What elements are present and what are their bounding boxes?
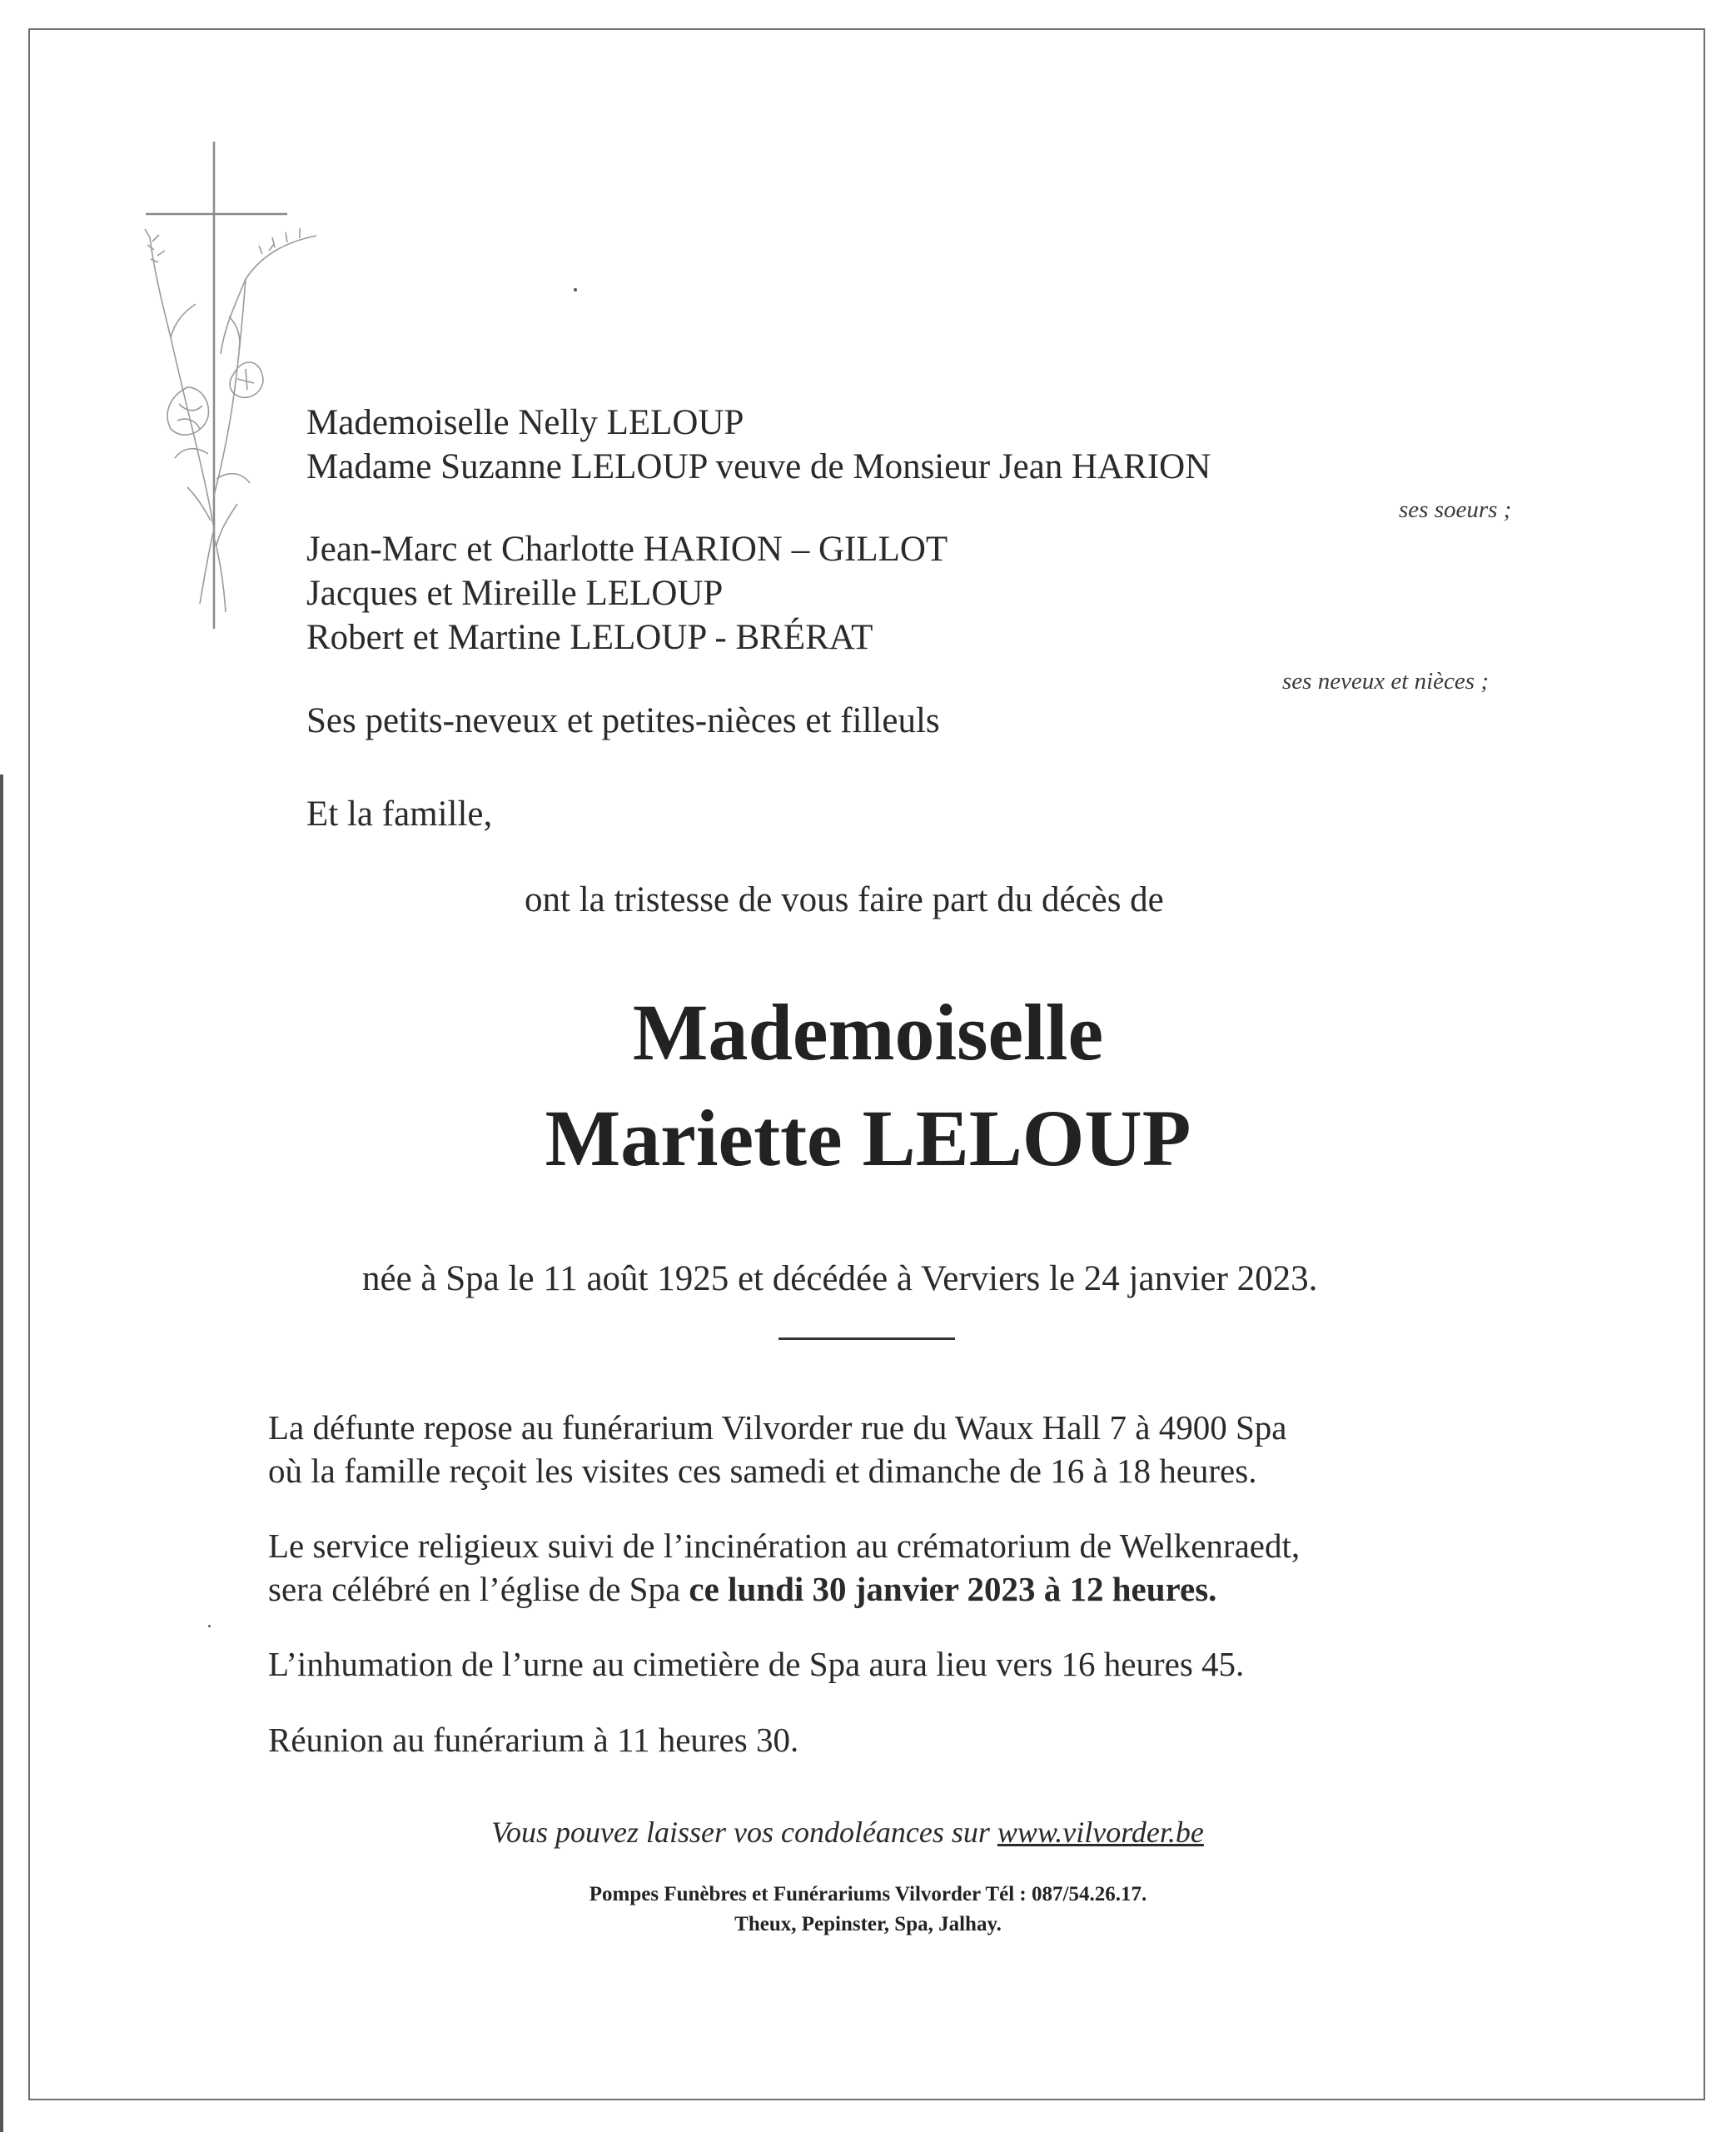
details-p2-line1: Le service religieux suivi de l’incinération au crématorium de Welkenraedt, xyxy=(268,1527,1301,1565)
condolences xyxy=(491,1814,1204,1851)
details-p2-line2 xyxy=(268,1567,1216,1611)
deceased-name: Mariette LELOUP xyxy=(545,1093,1191,1183)
service-date: ce lundi 30 janvier 2023 à 12 heures. xyxy=(689,1570,1217,1608)
details-p1-line1: La défunte repose au funérarium Vilvorder rue du Waux Hall 7 à 4900 Spa xyxy=(268,1408,1287,1447)
nephews-label: ses neveux et nièces ; xyxy=(1282,668,1489,695)
nephew-3: Robert et Martine LELOUP - BRÉRAT xyxy=(306,618,873,657)
footer-line-2: Theux, Pepinster, Spa, Jalhay. xyxy=(734,1913,1002,1935)
announcement: ont la tristesse de vous faire part du décès de xyxy=(525,880,1164,919)
scan-speck xyxy=(208,1625,211,1627)
birth-death-dates: née à Spa le 11 août 1925 et décédée à Verviers le 24 janvier 2023. xyxy=(362,1259,1318,1298)
scan-speck xyxy=(574,288,577,291)
details-p3: L’inhumation de l’urne au cimetière de Spa aura lieu vers 16 heures 45. xyxy=(268,1645,1245,1683)
footer-line-1: Pompes Funèbres et Funérariums Vilvorder Tél : 087/54.26.17. xyxy=(589,1883,1147,1905)
sister-1: Mademoiselle Nelly LELOUP xyxy=(306,403,744,442)
nephew-1: Jean-Marc et Charlotte HARION – GILLOT xyxy=(306,530,948,569)
details-p1-line2: où la famille reçoit les visites ces samedi et dimanche de 16 à 18 heures. xyxy=(268,1452,1257,1490)
cross-with-flowers-icon xyxy=(137,137,329,637)
condolences-text: Vous pouvez laisser vos condoléances sur xyxy=(491,1816,997,1849)
nephew-2: Jacques et Mireille LELOUP xyxy=(306,574,724,613)
family-line: Et la famille, xyxy=(306,795,493,834)
sisters-label: ses soeurs ; xyxy=(1399,496,1512,523)
condolences-link[interactable]: www.vilvorder.be xyxy=(997,1816,1204,1849)
details-p4: Réunion au funérarium à 11 heures 30. xyxy=(268,1721,799,1759)
deceased-title: Mademoiselle xyxy=(632,988,1104,1077)
service-text: sera célébré en l’église de Spa xyxy=(268,1570,689,1608)
divider xyxy=(778,1337,955,1340)
grand-nephews: Ses petits-neveux et petites-nièces et filleuls xyxy=(306,701,940,740)
sister-2: Madame Suzanne LELOUP veuve de Monsieur Jean HARION xyxy=(306,447,1211,486)
